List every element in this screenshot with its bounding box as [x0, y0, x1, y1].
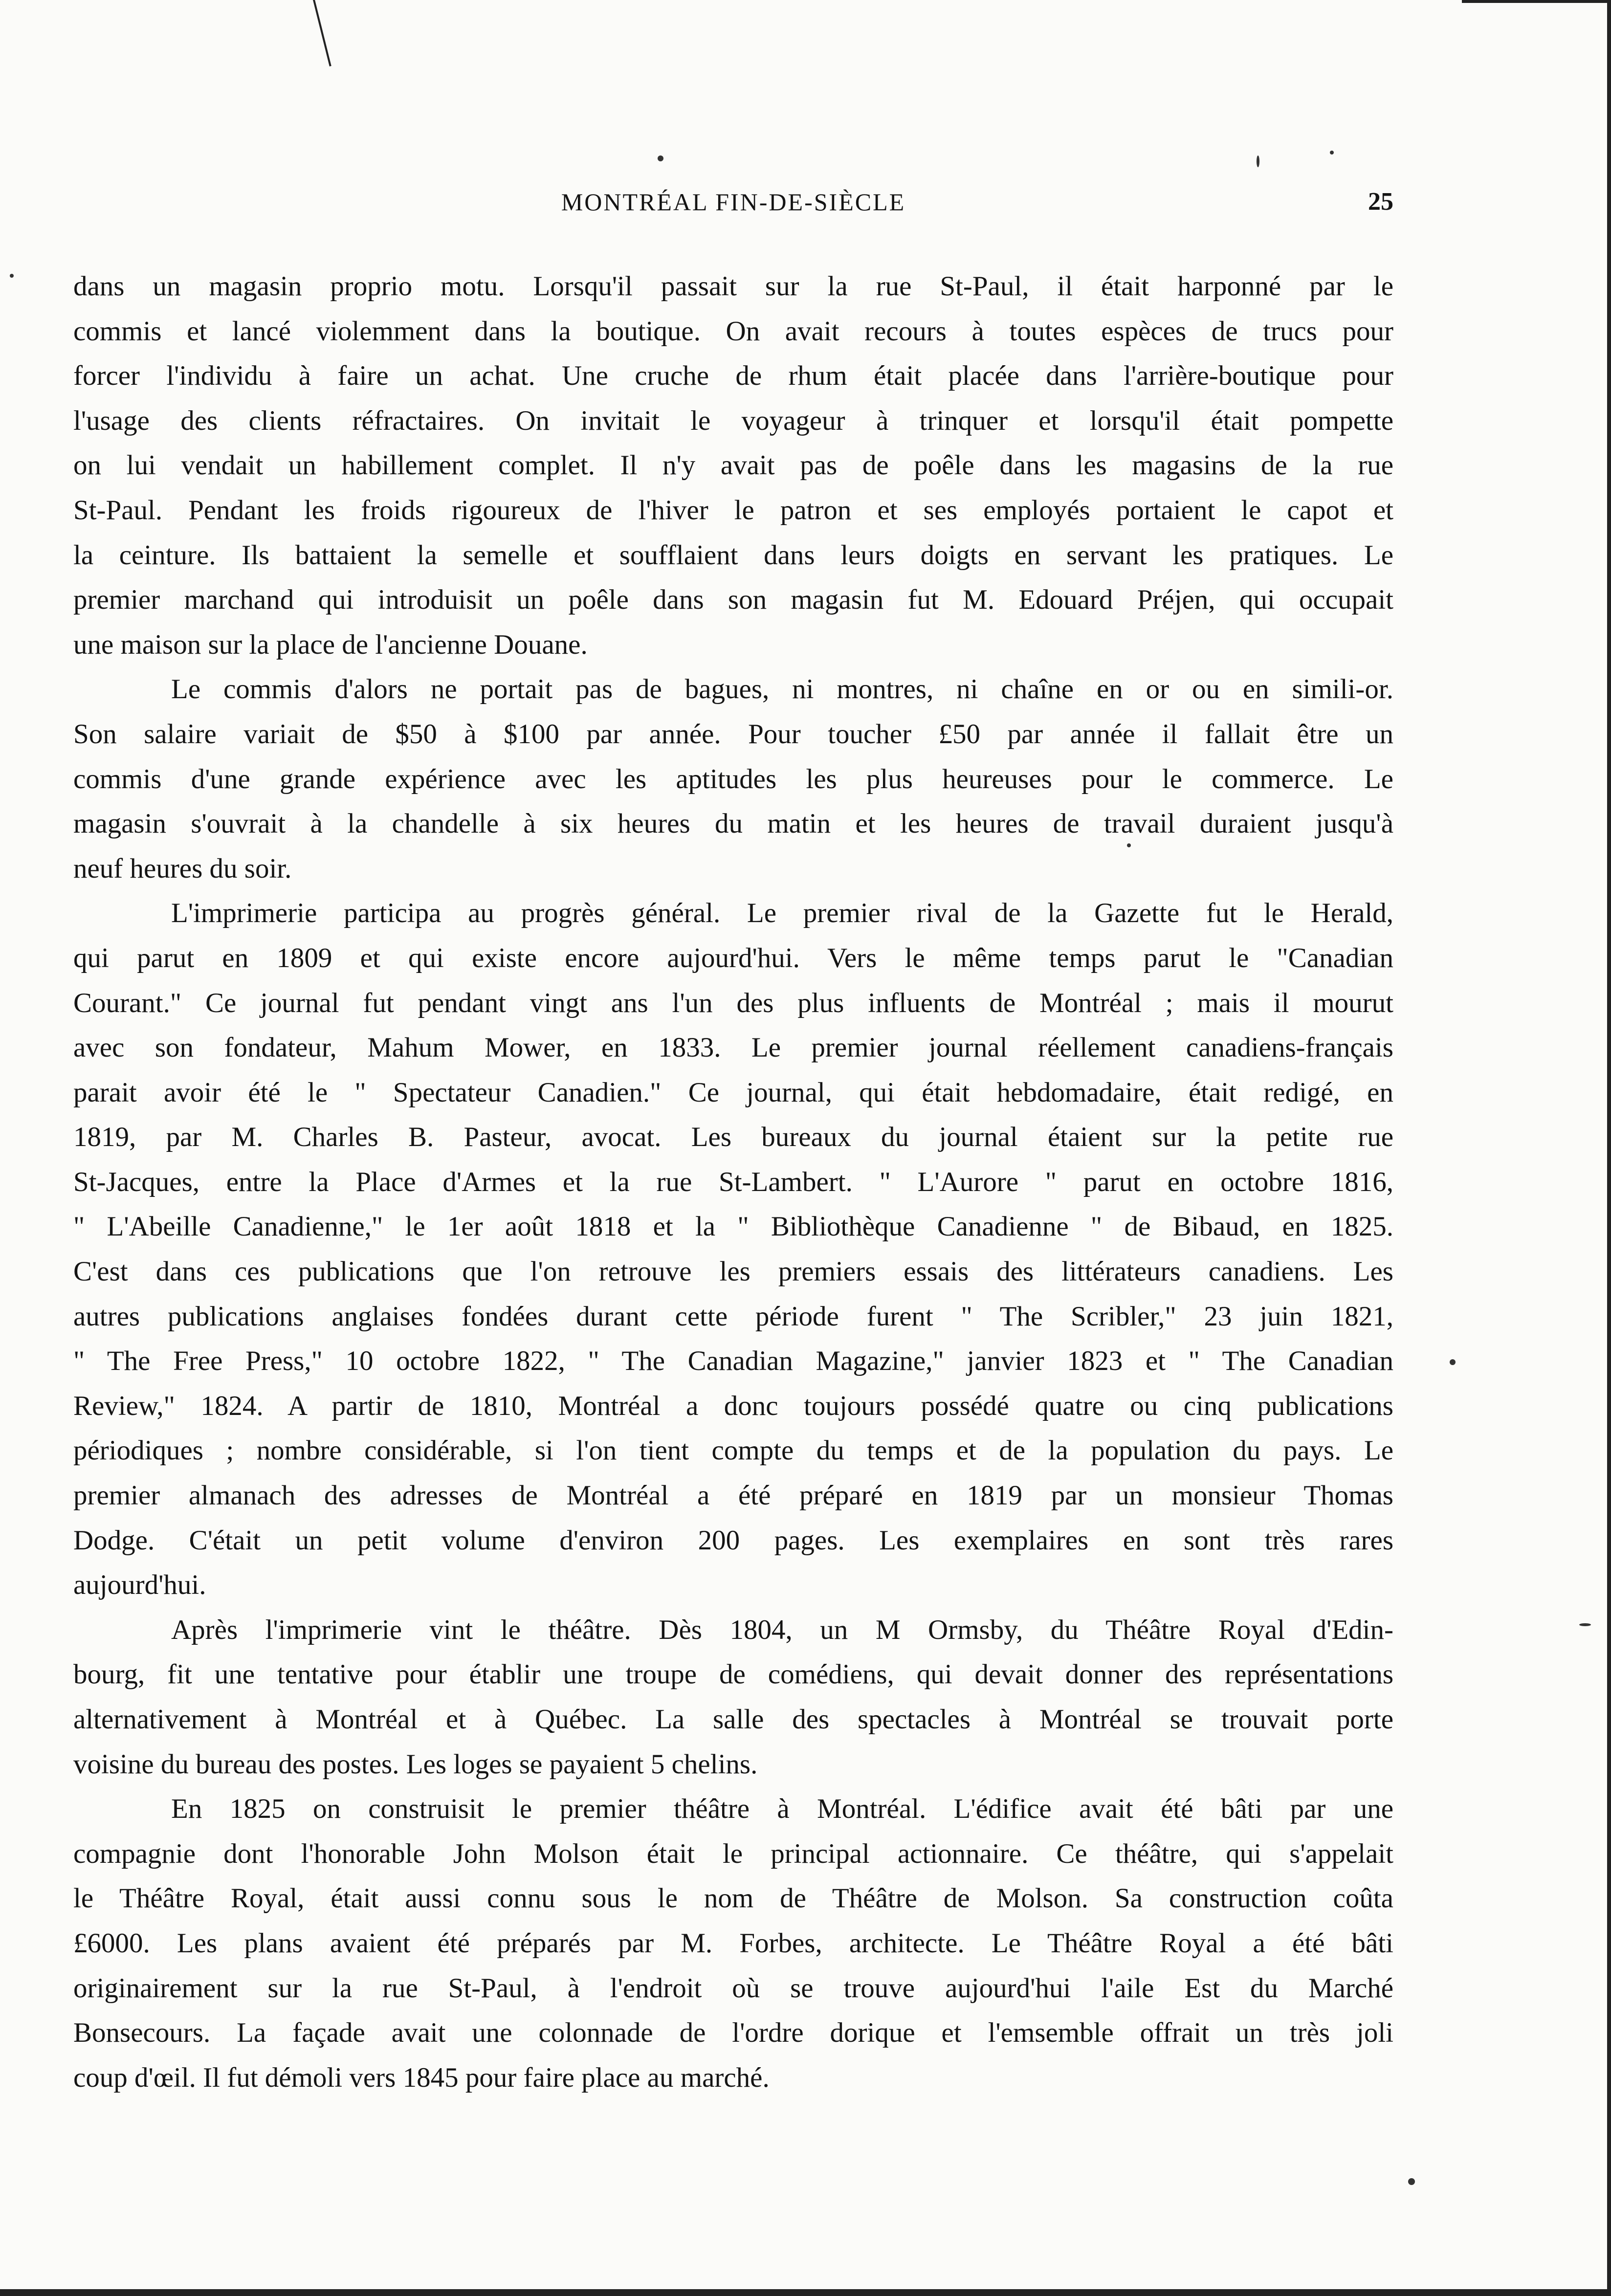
- text-line: Dodge. C'était un petit volume d'environ 200 pages. Les exemplaires en sont très rares: [73, 1524, 1393, 1556]
- scan-speck: [1450, 1359, 1456, 1365]
- scan-speck: [1579, 1623, 1591, 1626]
- scan-speck: [658, 155, 663, 161]
- text-line: périodiques ; nombre considérable, si l'on tient compte du temps et de la population du pays. Le: [73, 1435, 1393, 1466]
- text-line: parait avoir été le " Spectateur Canadien." Ce journal, qui était hebdomadaire, était redigé, en: [73, 1077, 1393, 1108]
- text-line: Courant." Ce journal fut pendant vingt ans l'un des plus influents de Montréal ; mais il mourut: [73, 987, 1393, 1018]
- text-line: compagnie dont l'honorable John Molson était le principal actionnaire. Ce théâtre, qui s'appelait: [73, 1838, 1393, 1869]
- text-line: En 1825 on construisit le premier théâtre à Montréal. L'édifice avait été bâti par une: [171, 1793, 1393, 1825]
- text-line: St-Jacques, entre la Place d'Armes et la rue St-Lambert. " L'Aurore " parut en octobre 1816,: [73, 1166, 1393, 1197]
- scan-top-border: [1462, 0, 1611, 3]
- scan-speck: [10, 274, 14, 278]
- text-line: Bonsecours. La façade avait une colonnade de l'ordre dorique et l'emsemble offrait un très joli: [73, 2017, 1393, 2049]
- text-line: 1819, par M. Charles B. Pasteur, avocat. Les bureaux du journal étaient sur la petite rue: [73, 1122, 1393, 1153]
- scan-speck: [1408, 2178, 1415, 2185]
- paragraph: [73, 667, 1393, 891]
- text-line: bourg, fit une tentative pour établir une troupe de comédiens, qui devait donner des représentations: [73, 1659, 1393, 1690]
- text-line: on lui vendait un habillement complet. Il n'y avait pas de poêle dans les magasins de la rue: [73, 450, 1393, 481]
- text-line: premier almanach des adresses de Montréal a été préparé en 1819 par un monsieur Thomas: [73, 1480, 1393, 1511]
- text-line: le Théâtre Royal, était aussi connu sous le nom de Théâtre de Molson. Sa construction coûta: [73, 1883, 1393, 1914]
- paragraph: [73, 1787, 1393, 2100]
- text-line: l'usage des clients réfractaires. On invitait le voyageur à trinquer et lorsqu'il était pompette: [73, 405, 1393, 436]
- text-line: forcer l'individu à faire un achat. Une cruche de rhum était placée dans l'arrière-boutique pour: [73, 360, 1393, 392]
- paragraph: [73, 891, 1393, 1608]
- text-line: Après l'imprimerie vint le théâtre. Dès 1804, un M Ormsby, du Théâtre Royal d'Edin-: [171, 1614, 1393, 1645]
- text-line: Review," 1824. A partir de 1810, Montréal a donc toujours possédé quatre ou cinq publications: [73, 1390, 1393, 1421]
- text-line: originairement sur la rue St-Paul, à l'endroit où se trouve aujourd'hui l'aile Est du Marché: [73, 1972, 1393, 2004]
- text-line: aujourd'hui.: [73, 1569, 206, 1601]
- text-line: voisine du bureau des postes. Les loges se payaient 5 chelins.: [73, 1748, 758, 1780]
- scan-speck: [1257, 155, 1259, 167]
- running-header: [73, 185, 1393, 219]
- text-line: commis d'une grande expérience avec les aptitudes les plus heureuses pour le commerce. Le: [73, 763, 1393, 795]
- text-line: magasin s'ouvrait à la chandelle à six heures du matin et les heures de travail duraient jusqu'à: [73, 808, 1393, 839]
- text-line: Le commis d'alors ne portait pas de bagues, ni montres, ni chaîne en or ou en simili-or.: [171, 674, 1393, 705]
- text-line: coup d'œil. Il fut démoli vers 1845 pour faire place au marché.: [73, 2062, 770, 2093]
- text-line: C'est dans ces publications que l'on retrouve les premiers essais des littérateurs canadiens. Les: [73, 1256, 1393, 1287]
- text-line: Son salaire variait de $50 à $100 par année. Pour toucher £50 par année il fallait être un: [73, 718, 1393, 750]
- text-line: autres publications anglaises fondées durant cette période furent " The Scribler," 23 juin 1821,: [73, 1301, 1393, 1332]
- scan-right-border: [1607, 0, 1611, 2296]
- paragraph: [73, 1608, 1393, 1787]
- paragraph: [73, 264, 1393, 667]
- body-text: [73, 264, 1393, 2100]
- text-line: £6000. Les plans avaient été préparés par M. Forbes, architecte. Le Théâtre Royal a été bâti: [73, 1927, 1393, 1959]
- text-line: qui parut en 1809 et qui existe encore aujourd'hui. Vers le même temps parut le "Canadian: [73, 942, 1393, 973]
- text-line: " L'Abeille Canadienne," le 1er août 1818 et la " Bibliothèque Canadienne " de Bibaud, en 1825.: [73, 1211, 1393, 1242]
- text-line: une maison sur la place de l'ancienne Douane.: [73, 629, 588, 660]
- text-line: avec son fondateur, Mahum Mower, en 1833. Le premier journal réellement canadiens-français: [73, 1032, 1393, 1063]
- text-line: neuf heures du soir.: [73, 853, 292, 884]
- page-number: 25: [1368, 188, 1393, 216]
- running-title: MONTRÉAL FIN-DE-SIÈCLE: [561, 188, 906, 216]
- scan-speck: [1330, 151, 1334, 155]
- text-line: commis et lancé violemment dans la boutique. On avait recours à toutes espèces de trucs pour: [73, 315, 1393, 347]
- text-line: premier marchand qui introduisit un poêle dans son magasin fut M. Edouard Préjen, qui occupait: [73, 584, 1393, 616]
- text-line: L'imprimerie participa au progrès général. Le premier rival de la Gazette fut le Herald,: [171, 898, 1393, 929]
- scan-edge-mark: [313, 0, 331, 66]
- text-line: alternativement à Montréal et à Québec. La salle des spectacles à Montréal se trouvait porte: [73, 1704, 1393, 1735]
- text-line: St-Paul. Pendant les froids rigoureux de l'hiver le patron et ses employés portaient le capot et: [73, 494, 1393, 526]
- text-line: " The Free Press," 10 octobre 1822, " The Canadian Magazine," janvier 1823 et " The Canadian: [73, 1346, 1393, 1377]
- scan-bottom-border: [0, 2289, 1611, 2296]
- text-line: dans un magasin proprio motu. Lorsqu'il passait sur la rue St-Paul, il était harponné par le: [73, 271, 1393, 302]
- text-line: la ceinture. Ils battaient la semelle et soufflaient dans leurs doigts en servant les pratiques. Le: [73, 539, 1393, 571]
